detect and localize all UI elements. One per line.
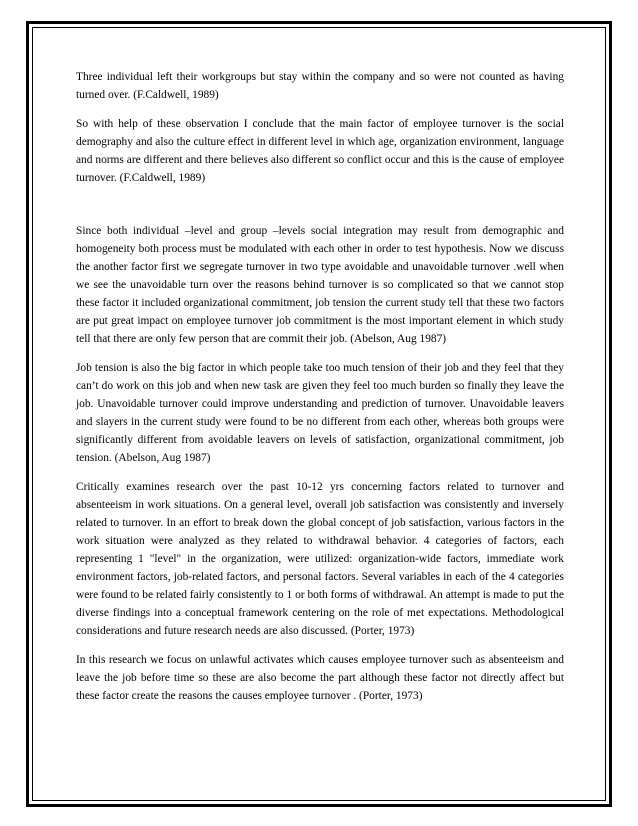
paragraph-research-focus: In this research we focus on unlawful activates which causes employee turnover such as absenteeism and leave the job before time so these are also become the part although these factor not directly affect but these factor create the reasons the causes employee turnover . (Porter, 1973)	[76, 654, 564, 702]
paragraph-social-integration: Since both individual –level and group –levels social integration may result from demographic and homogeneity both process must be modulated with each other in order to test hypothesis. Now we discuss the another factor first we segregate turnover in two type avoidable and unavoidable turnover .well when we see the unavoidable turn over the reasons behind turnover is so complicated so that we cannot stop these factor it included organizational commitment, job tension the current study tell that these two factors are put great impact on employee turnover job commitment is the most important element in which study tell that there are only few person that are commit their job. (Abelson, Aug 1987)	[76, 225, 564, 345]
document-body	[76, 68, 564, 705]
paragraph-job-tension: Job tension is also the big factor in which people take too much tension of their job and they feel that they can’t do work on this job and when new task are given they feel too much burden so finally they leave the job. Unavoidable turnover could improve understanding and prediction of turnover. Unavoidable leavers and slayers in the current study were found to be no different from each other, whereas both groups were significantly different from avoidable leavers on levels of satisfaction, organizational commitment, job tension. (Abelson, Aug 1987)	[76, 362, 564, 464]
paragraph-research-review: Critically examines research over the past 10-12 yrs concerning factors related to turnover and absenteeism in work situations. On a general level, overall job satisfaction was consistently and inversely related to turnover. In an effort to break down the global concept of job satisfaction, various factors in the work situation were analyzed as they related to withdrawal behavior. 4 categories of factors, each representing 1 "level" in the organization, were utilized: organization-wide factors, immediate work environment factors, job-related factors, and personal factors. Several variables in each of the 4 categories were found to be related fairly consistently to 1 or both forms of withdrawal. An attempt is made to put the diverse findings into a conceptual framework centering on the role of met expectations. Methodological considerations and future research needs are also discussed. (Porter, 1973)	[76, 481, 564, 637]
paragraph-workgroups: Three individual left their workgroups but stay within the company and so were not counted as having turned over. (F.Caldwell, 1989)	[76, 71, 564, 101]
paragraph-conclusion: So with help of these observation I conclude that the main factor of employee turnover is the social demography and also the culture effect in different level in which age, organization environment, language and norms are different and there believes also different so conflict occur and this is the cause of employee turnover. (F.Caldwell, 1989)	[76, 118, 564, 184]
